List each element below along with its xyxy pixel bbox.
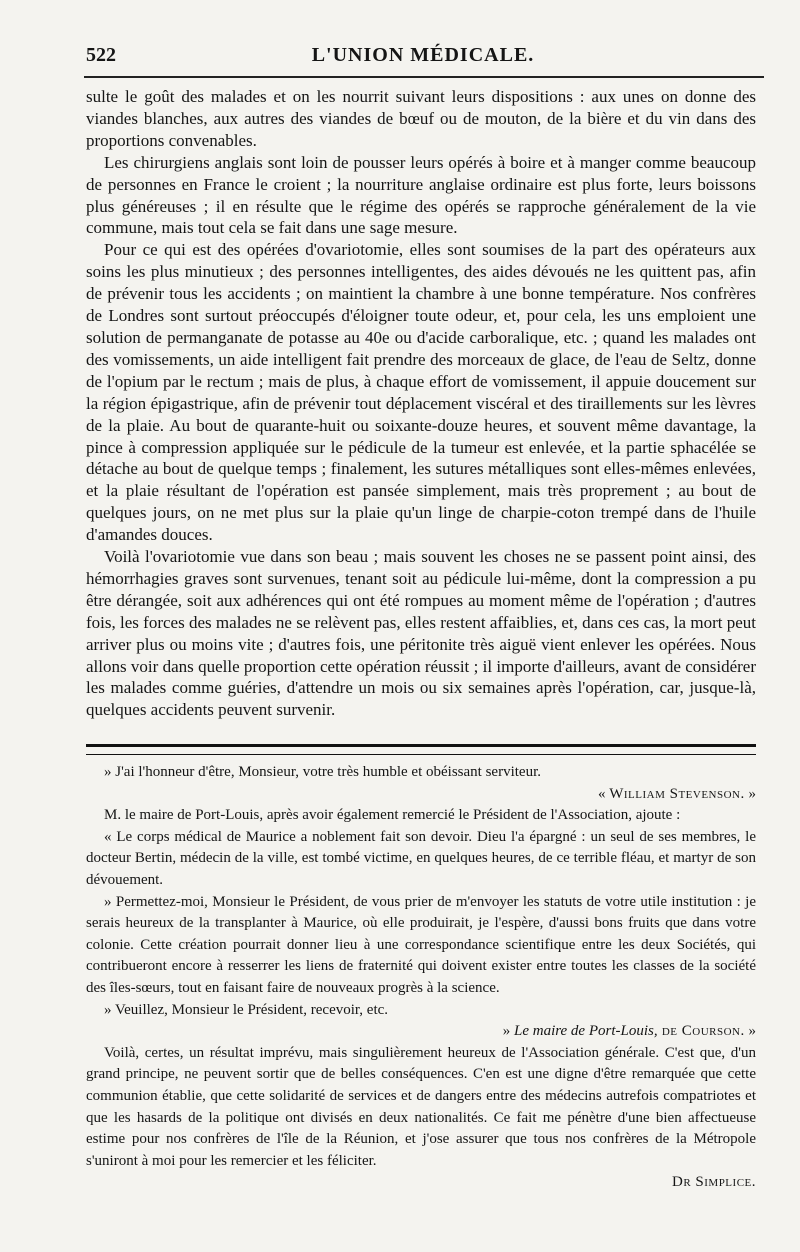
mayor-paragraph-1: « Le corps médical de Maurice a noblement fait son devoir. Dieu l'a épargné : un seul de ses membres, le docteur Bertin, médecin de la ville, est tombé victime, en quelques heures, de ce terrible fléau, et martyr de son dévouement. <box>86 828 756 888</box>
signature-open-quote: « <box>597 785 610 802</box>
journal-title: L'UNION MÉDICALE. <box>311 44 535 66</box>
signature-name: de Courson. <box>657 1023 745 1040</box>
signature-close-quote: » <box>744 1023 756 1040</box>
conclusion-paragraph: Voilà, certes, un résultat imprévu, mais singulièrement heureux de l'Association générale. C'est que, d'un grand principe, ne peuvent sortir que de belles conséquences. C'en est une digne d'être remarquée que cette communion établie, que cette solidarité de services et de dangers entre des médecins autrefois compatriotes et que les hasards de la politique ont divisés en deux nationalités. Ce fait me pénètre d'une bien affectueuse estime pour nos confrères de l'île de la Réunion, et j'ose assurer que tous nos confrères de la Métropole s'uniront à moi pour les remercier et les féliciter. <box>86 1044 756 1169</box>
page-header <box>86 44 760 74</box>
final-signature: Dr Simplice. <box>671 1174 756 1191</box>
letter-section <box>86 762 756 1194</box>
signature-prefix: » <box>502 1023 514 1040</box>
article-paragraph-2: Les chirurgiens anglais sont loin de pousser leurs opérés à boire et à manger comme beaucoup de personnes en France le croient ; la nourriture anglaise ordinaire est plus forte, leurs boissons plus généreuses ; il en résulte que le régime des opérés se rapproche généralement de la vie commune, mais tout cela se fait dans une sage mesure. <box>86 152 756 238</box>
page-number: 522 <box>86 44 116 66</box>
signature-title: Le maire de Port-Louis, <box>513 1023 658 1040</box>
section-divider <box>86 744 756 755</box>
mayor-paragraph-3: » Veuillez, Monsieur le Président, recevoir, etc. <box>104 1001 389 1018</box>
article-body <box>86 86 756 721</box>
signature-stevenson <box>86 784 756 806</box>
mayor-intro: M. le maire de Port-Louis, après avoir également remercié le Président de l'Association, ajoute : <box>104 807 681 824</box>
article-paragraph-3: Pour ce qui est des opérées d'ovariotomie, elles sont soumises de la part des opérateurs aux soins les plus minutieux ; des personnes intelligentes, des aides dévoués ne les quittent pas, afin de prévenir tous les accidents ; on maintient la chambre à une bonne température. Nos confrères de Londres sont surtout préoccupés d'éloigner toute odeur, et, pour cela, les uns emploient une solution de permanganate de potasse au 40e ou d'acide carboralique, etc. ; quand les malades ont des vomissements, un aide intelligent fait prendre des morceaux de glace, de l'eau de Seltz, donne de l'opium par le rectum ; mais de plus, à chaque effort de vomissement, il appuie doucement sur la région épigastrique, afin de prévenir tout déplacement viscéral et des tiraillements sur les lèvres de la plaie. Au bout de quarante-huit ou soixante-douze heures, et souvent même davantage, la pince à compression appliquée sur le pédicule de la tumeur est enlevée, et la partie sphacélée se détache au bout de quelque temps ; finalement, les sutures métalliques sont elles-mêmes enlevées, et la plaie résultant de l'opération est pansée simplement, mais très proprement ; au bout de quelques jours, on ne met plus sur la plaie qu'un linge de charpie-coton trempé dans de l'huile d'amandes douces. <box>86 240 756 545</box>
signature-close-quote: » <box>744 785 756 802</box>
header-rule <box>84 76 764 78</box>
signature-mayor <box>86 1021 756 1043</box>
mayor-paragraph-2: » Permettez-moi, Monsieur le Président, de vous prier de m'envoyer les statuts de votre utile institution : je serais heureux de la transplanter à Maurice, où elle produirait, je l'espère, d'aussi bons fruits que dans votre colonie. Cette création pourrait donner lieu à une correspondance scientifique entre les deux Sociétés, qui contribueront encore à resserrer les liens de fraternité qui doivent exister entre toutes les classes de la société des îles-sœurs, tout en faisant faire de nouveaux progrès à la science. <box>86 893 756 996</box>
letter-closing: » J'ai l'honneur d'être, Monsieur, votre très humble et obéissant serviteur. <box>104 764 541 780</box>
article-paragraph-4: Voilà l'ovariotomie vue dans son beau ; mais souvent les choses ne se passent point ainsi, des hémorrhagies graves sont survenues, tenant soit au pédicule lui-même, dont la compression a pu être dérangée, soit aux adhérences qui ont été rompues au moment même de l'opération ; d'autres fois, les forces des malades ne se relèvent pas, elles restent affaiblies, et, dans ces cas, la mort peut arriver plus ou moins vite ; d'autres fois, une péritonite très aiguë vient enlever les opérées. Nous allons voir dans quelle proportion cette opération réussit ; il importe d'ailleurs, avant de considérer les malades comme guéries, d'attendre un mois ou six semaines après l'opération, car, jusque-là, quelques accidents peuvent survenir. <box>86 547 756 720</box>
article-paragraph-1: sulte le goût des malades et on les nourrit suivant leurs dispositions : aux unes on donne des viandes blanches, aux autres des viandes de bœuf ou de mouton, de la bière et du vin dans des proportions convenables. <box>86 87 756 150</box>
signature-name: William Stevenson. <box>609 785 745 802</box>
